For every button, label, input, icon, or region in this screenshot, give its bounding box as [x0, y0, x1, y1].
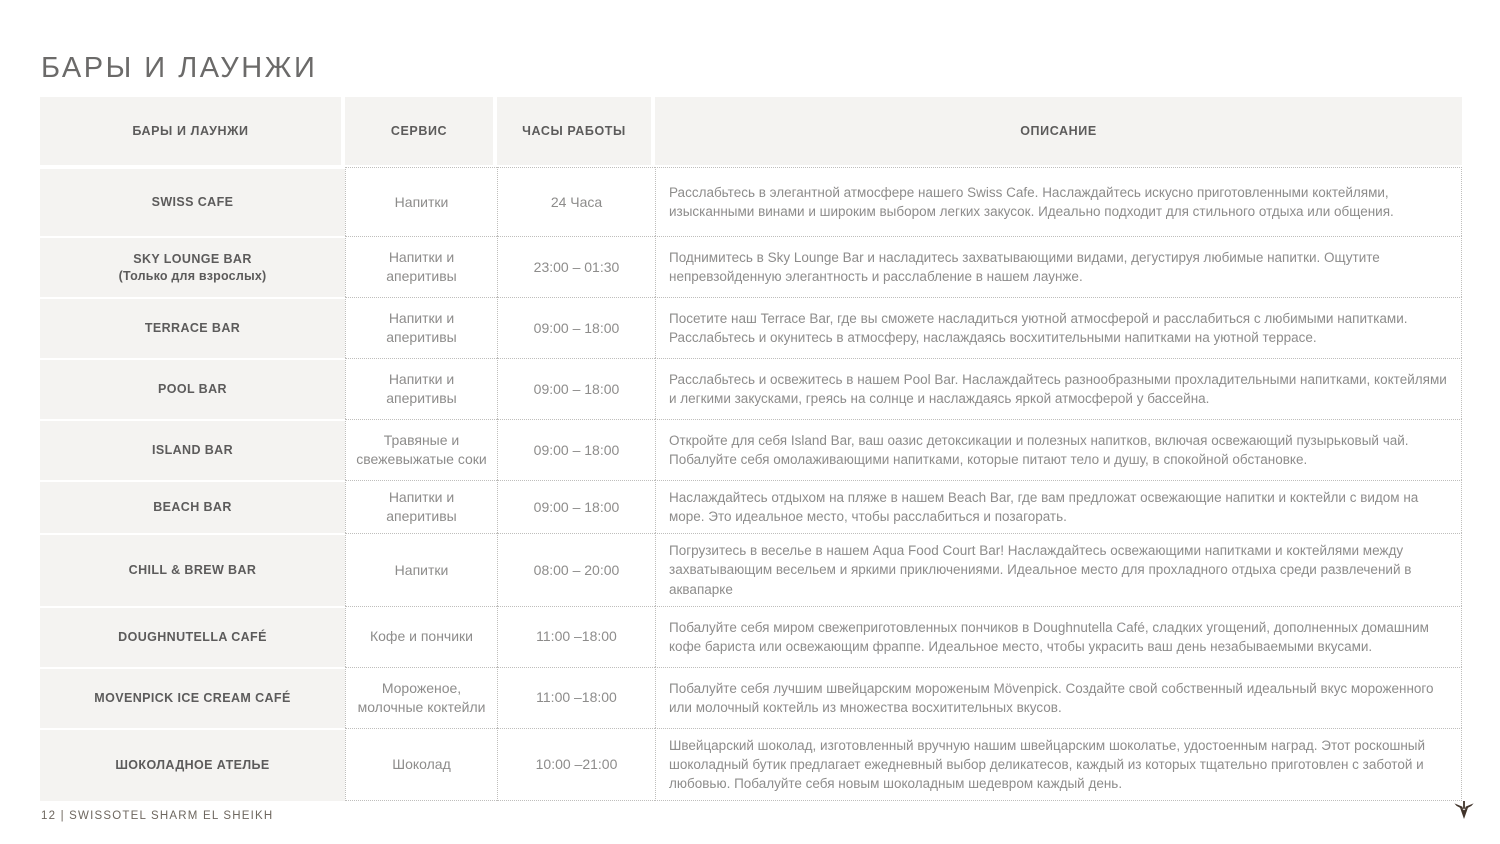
description-cell: Погрузитесь в веселье в нашем Aqua Food Court Bar! Наслаждайтесь освежающими напитками и коктейлями между захватывающим весельем и яркими приключениями. Идеальное место для прохладного отдыха среди развлечений в аквапарке	[655, 533, 1462, 605]
bar-name-cell	[40, 728, 345, 801]
description-cell: Швейцарский шоколад, изготовленный вручную нашим швейцарским шоколатье, удостоенным наград. Этот роскошный шоколадный бутик предлагает ежедневный выбор деликатесов, каждый из которых тщательно приготовлен с заботой и любовью. Побалуйте себя новым шоколадным шедевром каждый день.	[655, 728, 1462, 801]
hours-cell: 09:00 – 18:00	[497, 419, 655, 480]
service-cell: Травяные и свежевыжатые соки	[345, 419, 497, 480]
table-row	[40, 236, 1462, 297]
table-header-row	[40, 97, 1462, 167]
bar-name-cell	[40, 358, 345, 419]
hours-cell: 11:00 –18:00	[497, 667, 655, 728]
description-cell: Поднимитесь в Sky Lounge Bar и насладитесь захватывающими видами, дегустируя любимые напитки. Ощутите непревзойденную элегантность и расслабление в нашем лаунже.	[655, 236, 1462, 297]
table-row	[40, 667, 1462, 728]
table-row	[40, 606, 1462, 667]
hours-cell: 24 Часа	[497, 167, 655, 236]
description-cell: Расслабьтесь и освежитесь в нашем Pool Bar. Наслаждайтесь разнообразными прохладительными напитками, коктейлями и легкими закусками, греясь на солнце и наслаждаясь яркой атмосферой у бассейна.	[655, 358, 1462, 419]
bar-name-cell	[40, 606, 345, 667]
service-cell: Шоколад	[345, 728, 497, 801]
table-row	[40, 419, 1462, 480]
bar-name-cell	[40, 480, 345, 533]
hours-cell: 09:00 – 18:00	[497, 358, 655, 419]
table-row	[40, 358, 1462, 419]
bar-name: ISLAND BAR	[151, 443, 234, 458]
bar-name-cell	[40, 667, 345, 728]
table-row	[40, 533, 1462, 605]
service-cell: Мороженое, молочные коктейли	[345, 667, 497, 728]
table-row	[40, 297, 1462, 358]
service-cell: Напитки и аперитивы	[345, 358, 497, 419]
service-cell: Напитки	[345, 167, 497, 236]
page-title: БАРЫ И ЛАУНЖИ	[41, 52, 318, 84]
service-cell: Напитки и аперитивы	[345, 297, 497, 358]
bar-name: CHILL & BREW BAR	[128, 563, 257, 578]
description-cell: Побалуйте себя лучшим швейцарским мороженым Mövenpick. Создайте свой собственный идеальный вкус мороженного или молочный коктейль из множества восхитительных вкусов.	[655, 667, 1462, 728]
swissotel-logo-icon	[1452, 799, 1476, 823]
hours-cell: 23:00 – 01:30	[497, 236, 655, 297]
bar-name: DOUGHNUTELLA CAFÉ	[118, 629, 267, 644]
bar-name: ШОКОЛАДНОЕ АТЕЛЬЕ	[115, 758, 270, 773]
bar-name: POOL BAR	[158, 382, 227, 397]
bar-name-cell	[40, 533, 345, 605]
service-cell: Напитки	[345, 533, 497, 605]
column-header-hours: ЧАСЫ РАБОТЫ	[497, 97, 655, 167]
table-row	[40, 480, 1462, 533]
column-header-bars: БАРЫ И ЛАУНЖИ	[40, 97, 345, 167]
hours-cell: 11:00 –18:00	[497, 606, 655, 667]
page-footer: 12 | SWISSOTEL SHARM EL SHEIKH	[41, 810, 274, 822]
bar-name: MOVENPICK ICE CREAM CAFÉ	[94, 690, 291, 705]
hours-cell: 10:00 –21:00	[497, 728, 655, 801]
hours-cell: 09:00 – 18:00	[497, 297, 655, 358]
bar-name: TERRACE BAR	[144, 321, 241, 336]
description-cell: Наслаждайтесь отдыхом на пляже в нашем Beach Bar, где вам предложат освежающие напитки и коктейли с видом на море. Это идеальное место, чтобы расслабиться и позагорать.	[655, 480, 1462, 533]
bar-name: SKY LOUNGE BAR	[133, 251, 252, 266]
column-header-service: СЕРВИС	[345, 97, 497, 167]
bar-subtitle: (Только для взрослых)	[118, 268, 267, 283]
bar-name-cell	[40, 167, 345, 236]
description-cell: Откройте для себя Island Bar, ваш оазис детоксикации и полезных напитков, включая освежающий пузырьковый чай. Побалуйте себя омолаживающими напитками, которые питают тело и душу, в спокойной обстановке.	[655, 419, 1462, 480]
bar-name-cell	[40, 297, 345, 358]
bars-lounges-table	[40, 97, 1462, 801]
description-cell: Расслабьтесь в элегантной атмосфере нашего Swiss Cafe. Наслаждайтесь искусно приготовленными коктейлями, изысканными винами и широким выбором легких закусок. Идеально подходит для стильного отдыха или общения.	[655, 167, 1462, 236]
service-cell: Напитки и аперитивы	[345, 480, 497, 533]
bar-name-cell	[40, 419, 345, 480]
hours-cell: 09:00 – 18:00	[497, 480, 655, 533]
description-cell: Побалуйте себя миром свежеприготовленных пончиков в Doughnutella Café, сладких угощений, дополненных домашним кофе бариста или освежающим фраппе. Идеальное место, чтобы украсить ваш день незабываемыми вкусами.	[655, 606, 1462, 667]
table-row	[40, 728, 1462, 801]
bar-name: SWISS CAFE	[151, 195, 234, 210]
hours-cell: 08:00 – 20:00	[497, 533, 655, 605]
description-cell: Посетите наш Terrace Bar, где вы сможете насладиться уютной атмосферой и расслабиться с любимыми напитками. Расслабьтесь и окунитесь в атмосферу, наслаждаясь восхитительными напитками на уютной террасе.	[655, 297, 1462, 358]
column-header-description: ОПИСАНИЕ	[655, 97, 1462, 167]
bar-name: BEACH BAR	[153, 500, 232, 515]
service-cell: Напитки и аперитивы	[345, 236, 497, 297]
bar-name-cell	[40, 236, 345, 297]
service-cell: Кофе и пончики	[345, 606, 497, 667]
table-row	[40, 167, 1462, 236]
